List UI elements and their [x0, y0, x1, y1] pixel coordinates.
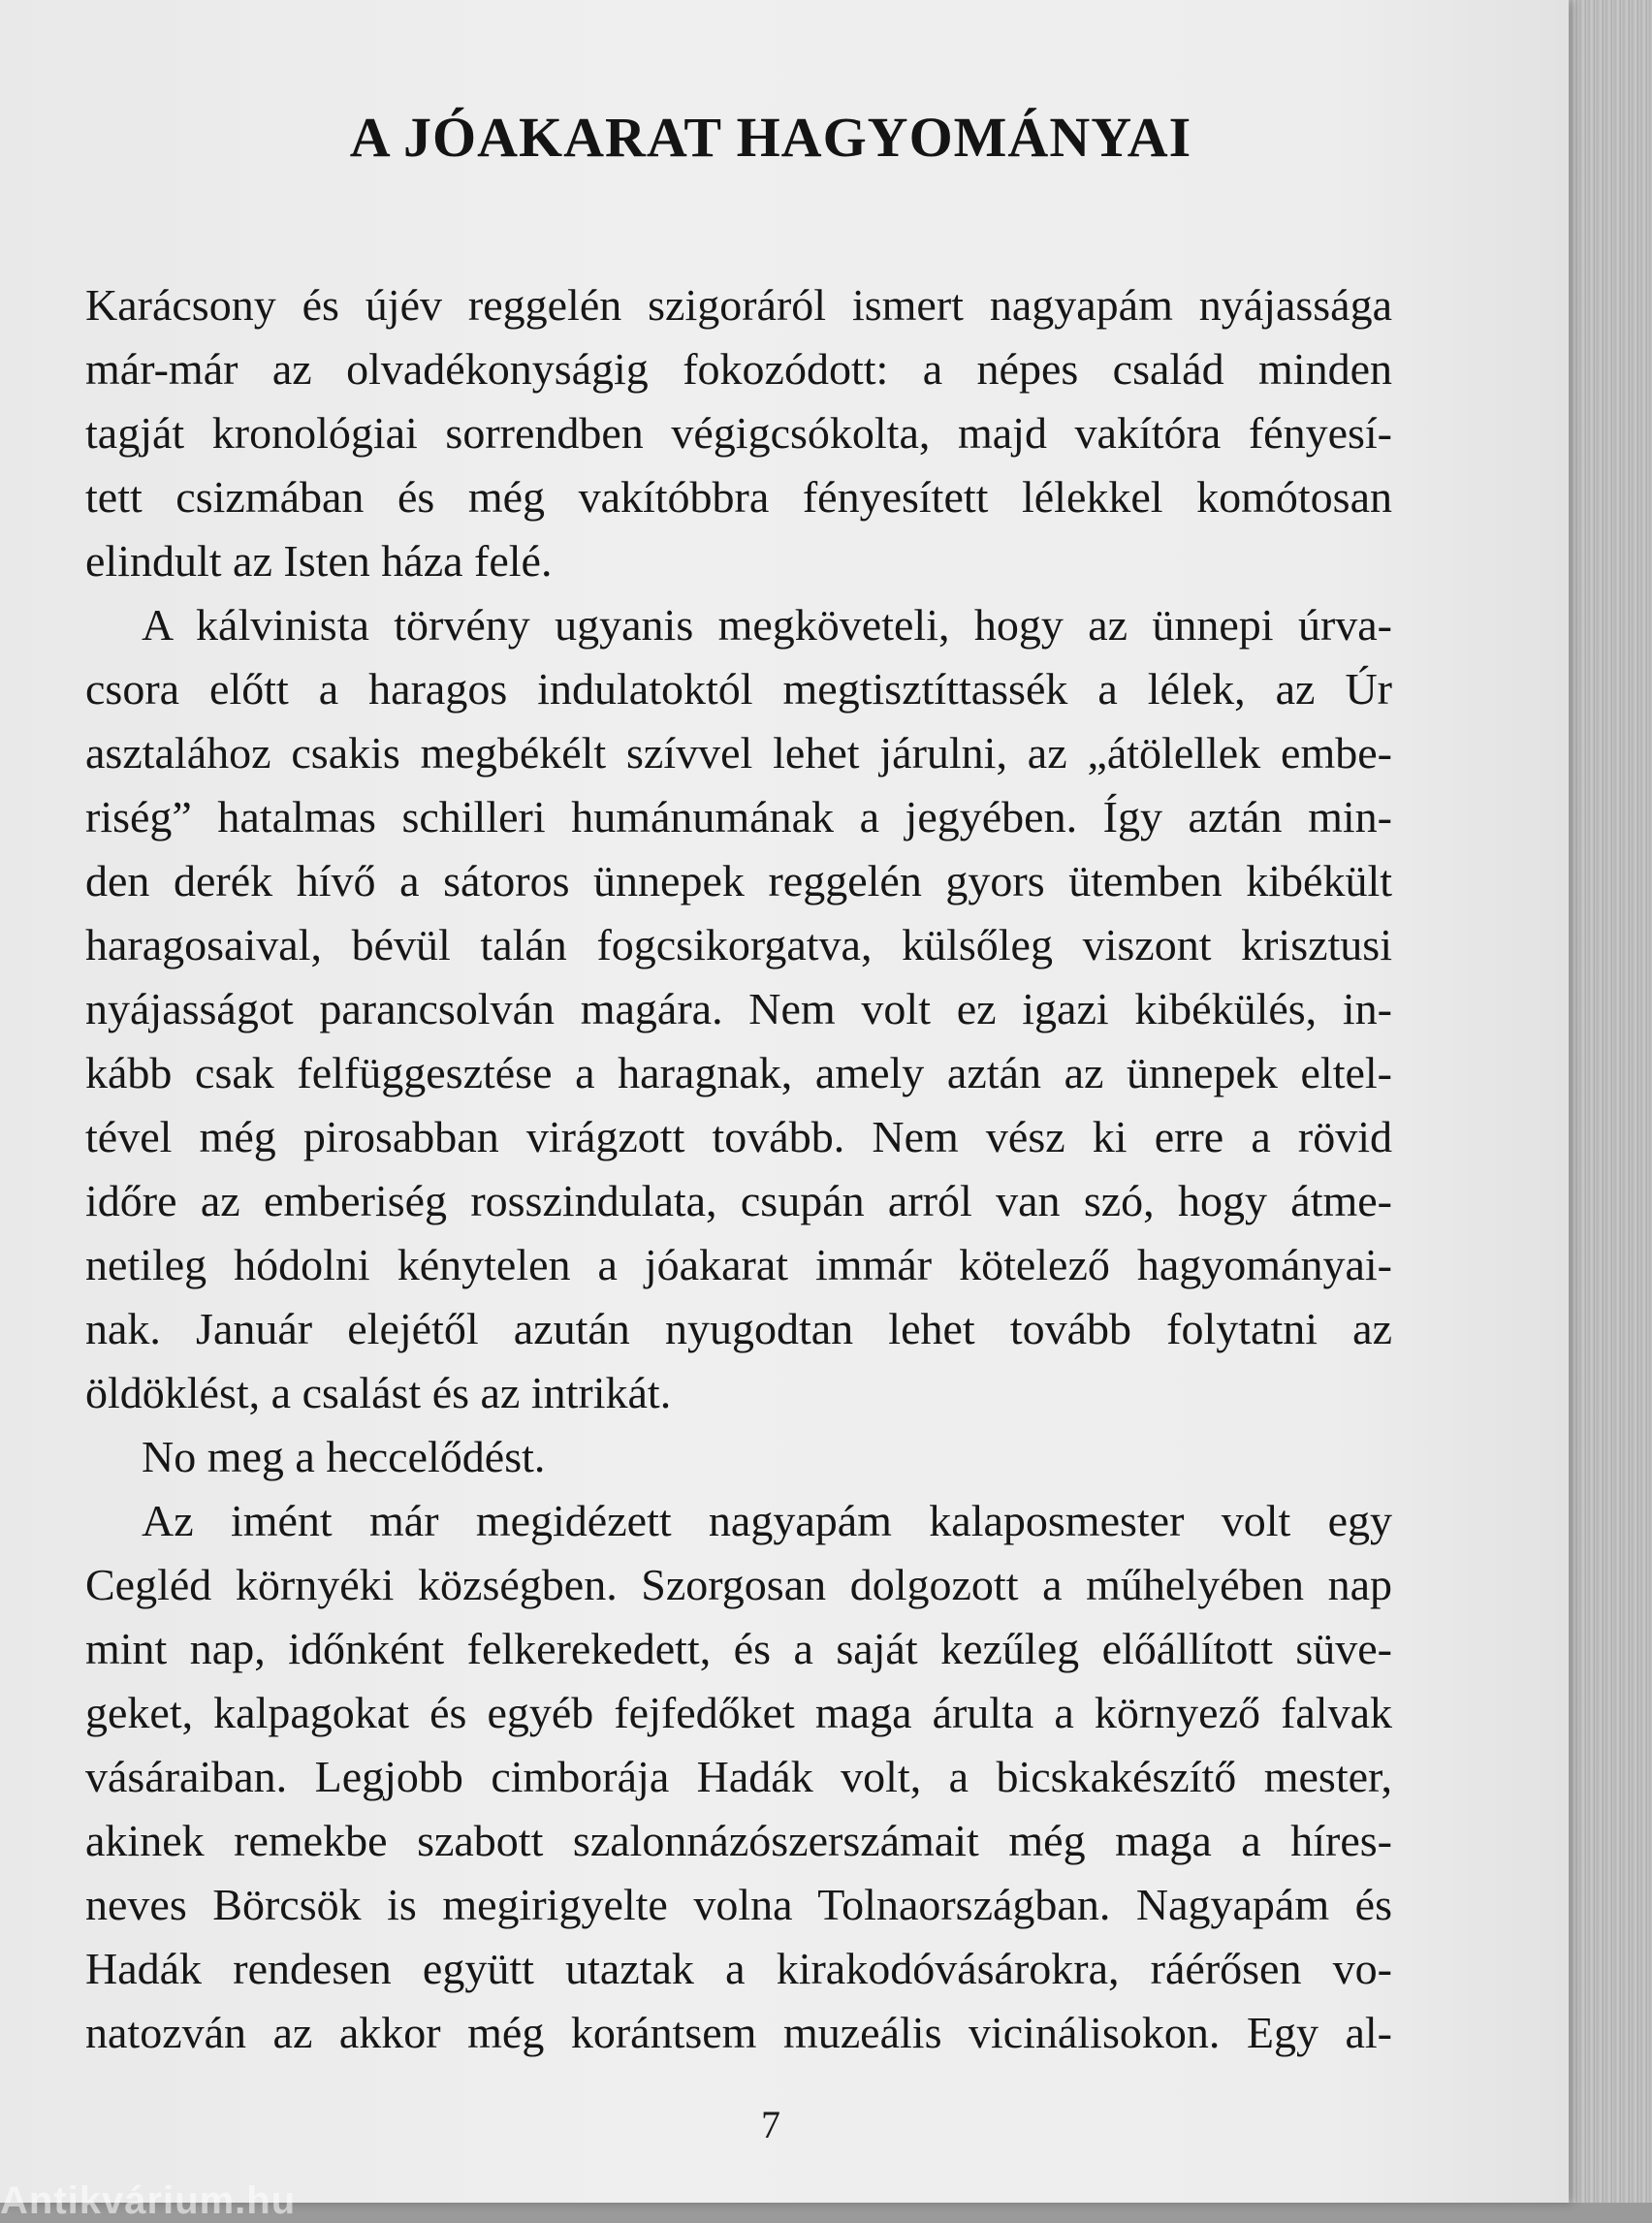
text-line: No meg a heccelődést.: [142, 1432, 546, 1481]
text-line: neves Börcsök is megirigyelte volna Tolnaországban. Nagyapám és: [85, 1880, 1392, 1929]
text-line: netileg hódolni kénytelen a jóakarat immár kötelező hagyományai-: [85, 1240, 1392, 1289]
chapter-title: A JÓAKARAT HAGYOMÁNYAI: [349, 106, 1192, 169]
body-text: [85, 273, 1392, 2065]
book-page-edges: [1569, 0, 1652, 2203]
text-line: haragosaival, bévül talán fogcsikorgatva, külsőleg viszont krisztusi: [85, 920, 1392, 969]
text-line: már-már az olvadékonyságig fokozódott: a népes család minden: [85, 344, 1392, 394]
text-line: nak. Január elejétől azután nyugodtan lehet tovább folytatni az: [85, 1304, 1392, 1353]
text-line: tével még pirosabban virágzott tovább. Nem vész ki erre a rövid: [85, 1112, 1392, 1161]
text-line: mint nap, időnként felkerekedett, és a saját kezűleg előállított süve-: [85, 1624, 1392, 1673]
text-line: nyájasságot parancsolván magára. Nem volt ez igazi kibékülés, in-: [85, 984, 1392, 1033]
page-number: 7: [761, 2103, 780, 2146]
text-line: Cegléd környéki községben. Szorgosan dolgozott a műhelyében nap: [85, 1560, 1392, 1609]
text-line: vásáraiban. Legjobb cimborája Hadák volt, a bicskakészítő mester,: [85, 1752, 1392, 1801]
text-line: geket, kalpagokat és egyéb fejfedőket maga árulta a környező falvak: [85, 1688, 1392, 1737]
text-line: kább csak felfüggesztése a haragnak, amely aztán az ünnepek eltel-: [85, 1048, 1392, 1097]
text-line: elindult az Isten háza felé.: [85, 536, 553, 586]
text-line: A kálvinista törvény ugyanis megköveteli, hogy az ünnepi úrva-: [142, 600, 1392, 650]
text-line: Hadák rendesen együtt utaztak a kirakodóvásárokra, ráérősen vo-: [85, 1944, 1392, 1993]
text-line: Az imént már megidézett nagyapám kalaposmester volt egy: [142, 1496, 1392, 1545]
text-line: időre az emberiség rosszindulata, csupán arról van szó, hogy átme-: [85, 1176, 1392, 1225]
text-line: tett csizmában és még vakítóbbra fényesített lélekkel komótosan: [85, 472, 1392, 522]
text-line: natozván az akkor még korántsem muzeális vicinálisokon. Egy al-: [85, 2008, 1392, 2057]
watermark: Antikvárium.hu: [0, 2179, 297, 2222]
text-line: akinek remekbe szabott szalonnázószerszámait még maga a híres-: [85, 1816, 1392, 1865]
text-line: Karácsony és újév reggelén szigoráról ismert nagyapám nyájassága: [85, 280, 1392, 330]
text-line: csora előtt a haragos indulatoktól megtisztíttassék a lélek, az Úr: [85, 664, 1392, 714]
text-line: tagját kronológiai sorrendben végigcsókolta, majd vakítóra fényesí-: [85, 408, 1392, 458]
text-line: den derék hívő a sátoros ünnepek reggelén gyors ütemben kibékült: [85, 856, 1392, 905]
text-line: riség” hatalmas schilleri humánumának a jegyében. Így aztán min-: [85, 792, 1392, 842]
text-line: asztalához csakis megbékélt szívvel lehet járulni, az „átölellek embe-: [85, 728, 1392, 778]
text-line: öldöklést, a csalást és az intrikát.: [85, 1368, 672, 1417]
